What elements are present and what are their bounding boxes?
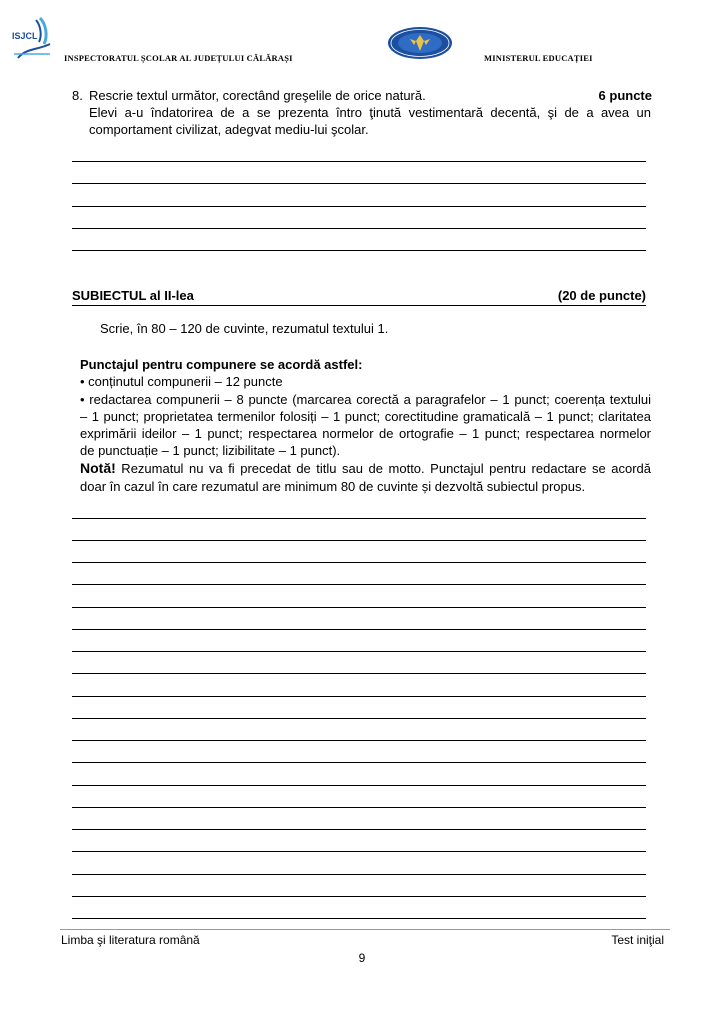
summary-line	[72, 807, 646, 808]
logo-text: ISJCL	[12, 31, 38, 41]
note-line2: doar în cazul în care rezumatul are minimum 80 de cuvinte și dezvoltă subiectul propus.	[80, 479, 586, 494]
footer-divider	[60, 929, 670, 930]
ministry-crest-icon	[386, 25, 454, 61]
summary-line	[72, 651, 646, 652]
ministry-name: MINISTERUL EDUCAȚIEI	[484, 53, 593, 63]
item8-text-line1: Elevi a-u îndatorirea de a se prezenta întro ţinută vestimentară decentă, şi de a avea un	[89, 105, 651, 120]
summary-line	[72, 518, 646, 519]
item8-number: 8.	[72, 88, 83, 103]
answer-line	[72, 228, 646, 229]
subject2-task: Scrie, în 80 – 120 de cuvinte, rezumatul textului 1.	[100, 321, 389, 336]
summary-line	[72, 762, 646, 763]
page-number: 9	[358, 951, 366, 965]
item8-text-line2: comportament civilizat, adegvat mediu-lui şcolar.	[89, 122, 369, 137]
subject2-title: SUBIECTUL al II-lea	[72, 288, 194, 303]
summary-line	[72, 584, 646, 585]
summary-line	[72, 607, 646, 608]
summary-line	[72, 785, 646, 786]
summary-line	[72, 896, 646, 897]
answer-line	[72, 183, 646, 184]
summary-line	[72, 740, 646, 741]
scoring-bullet-redactare-line4: de punctuație – 1 punct; lizibilitate – 1 punct).	[80, 443, 341, 458]
summary-line	[72, 718, 646, 719]
summary-line	[72, 673, 646, 674]
summary-line	[72, 562, 646, 563]
summary-line	[72, 696, 646, 697]
answer-line	[72, 250, 646, 251]
summary-line	[72, 874, 646, 875]
subject2-points: (20 de puncte)	[557, 288, 646, 303]
footer-left: Limba şi literatura română	[61, 933, 200, 947]
note-line1	[80, 460, 651, 477]
scoring-bullet-redactare-line1: • redactarea compunerii – 8 puncte (marcarea corectă a paragrafelor – 1 punct; coerența textului	[80, 392, 651, 407]
scoring-heading: Punctajul pentru compunere se acordă astfel:	[80, 357, 363, 372]
note-label: Notă!	[80, 460, 116, 476]
scoring-bullet-redactare-line3: exprimării ideilor – 1 punct; respectarea normelor de ortografie – 1 punct; respectarea normelor	[80, 426, 651, 441]
summary-line	[72, 629, 646, 630]
summary-line	[72, 851, 646, 852]
note-text1: Rezumatul nu va fi precedat de titlu sau de motto. Punctajul pentru redactare se acordă	[115, 461, 651, 476]
footer-right: Test iniţial	[611, 933, 664, 947]
item8-instruction: Rescrie textul următor, corectând greşelile de orice natură.	[89, 88, 426, 103]
scoring-bullet-content: • conținutul compunerii – 12 puncte	[80, 374, 283, 389]
summary-line	[72, 540, 646, 541]
answer-line	[72, 206, 646, 207]
scoring-bullet-redactare-line2: – 1 punct; proprietatea termenilor folosiți – 1 punct; corectitudine gramaticală – 1 punct; claritatea	[80, 409, 651, 424]
isjcl-logo	[10, 14, 54, 60]
answer-line	[72, 161, 646, 162]
subject2-heading-row	[72, 287, 646, 306]
item8-points: 6 puncte	[598, 88, 652, 103]
summary-line	[72, 918, 646, 919]
summary-line	[72, 829, 646, 830]
ministry-crest	[386, 25, 454, 61]
inspectorate-name: INSPECTORATUL ȘCOLAR AL JUDEȚULUI CĂLĂRAȘI	[64, 53, 293, 63]
